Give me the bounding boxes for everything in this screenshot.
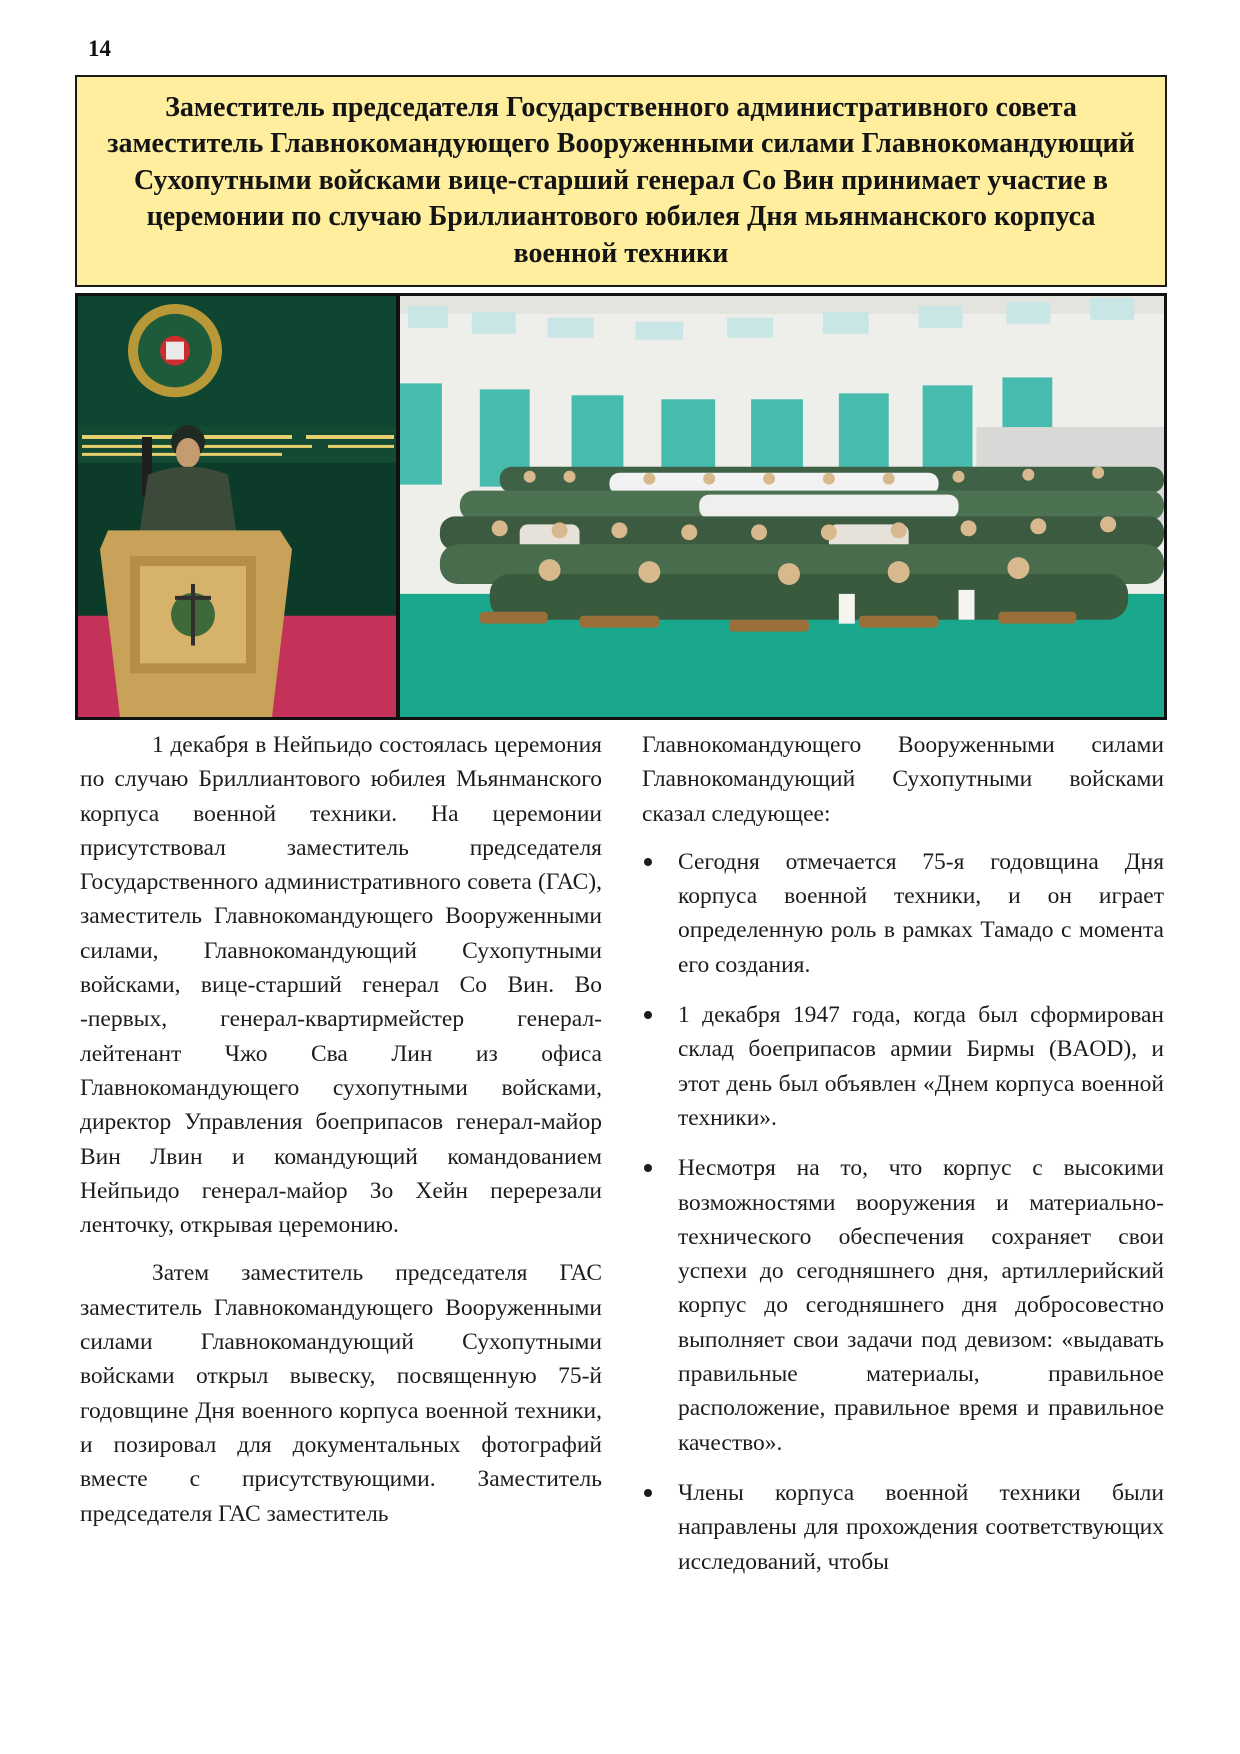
article-paragraph-continued: Главнокомандующего Вооруженными силами Главнокомандующий Сухопутными войсками сказал следующее: [642,732,1164,827]
bullet-text: Члены корпуса военной техники были направлены для прохождения соответствующих исследований, чтобы [678,1479,1164,1575]
bullet-icon [644,858,652,866]
bullet-text: 1 декабря 1947 года, когда был сформирован склад боеприпасов армии Бирмы (BAOD), и этот день был объявлен «Днем корпуса военной техники». [678,1002,1164,1131]
article-paragraph: 1 декабря в Нейпьидо состоялась церемония по случаю Бриллиантового юбилея Мьянманского корпуса военной техники. На церемонии присутствовал заместитель председателя Государственного административного совета (ГАС), заместитель Главнокомандующего Вооруженными силами, Главнокомандующий Сухопутными войсками, вице-старший генерал Со Вин. Во -первых, генерал-квартирмейстер генерал-лейтенант Чжо Сва Лин из офиса Главнокомандующего сухопутными войсками, директор Управления боеприпасов генерал-майор Вин Лвин и командующий командованием Нейпьидо генерал-майор Зо Хейн перерезали ленточку, открывая церемонию. [80,732,602,1239]
page-number: 14 [88,36,111,61]
quote-bullet-list [642,845,1164,1579]
photo-frame [75,293,1167,720]
article-column-right [642,728,1164,1595]
bullet-item [642,1151,1164,1460]
speaker-illustration [78,296,396,717]
bullet-icon [644,1011,652,1019]
bullet-item [642,998,1164,1135]
headline-box [75,75,1167,287]
article-column-left [80,728,602,1545]
hall-illustration [400,296,1164,717]
bullet-icon [644,1164,652,1172]
speaker-photo [78,296,396,717]
bullet-icon [644,1489,652,1497]
article-paragraph: Затем заместитель председателя ГАС заместитель Главнокомандующего Вооруженными силами Главнокомандующий Сухопутными войсками открыл вывеску, посвященную 75-й годовщине Дня военного корпуса военной техники, и позировал для документальных фотографий вместе с присутствующими. Заместитель председателя ГАС заместитель [80,1260,602,1527]
audience-photo [400,296,1164,717]
headline: Заместитель председателя Государственного административного совета заместитель Главнокомандующего Вооруженными силами Главнокомандующий Сухопутными войсками вице-старший генерал Со Вин принимает участие в церемонии по случаю Бриллиантового юбилея Дня мьянманского корпуса военной техники [107,91,1135,269]
bullet-item [642,845,1164,982]
bullet-text: Несмотря на то, что корпус с высокими возможностями вооружения и материально-технического обеспечения сохраняет свои успехи до сегодняшнего дня, артиллерийский корпус до сегодняшнего дня добросовестно выполняет свои задачи под девизом: «выдавать правильные материалы, правильное расположение, правильное время и правильное качество». [678,1155,1164,1456]
bullet-text: Сегодня отмечается 75-я годовщина Дня корпуса военной техники, и он играет определенную роль в рамках Тамадо с момента его создания. [678,848,1164,978]
bullet-item [642,1476,1164,1579]
